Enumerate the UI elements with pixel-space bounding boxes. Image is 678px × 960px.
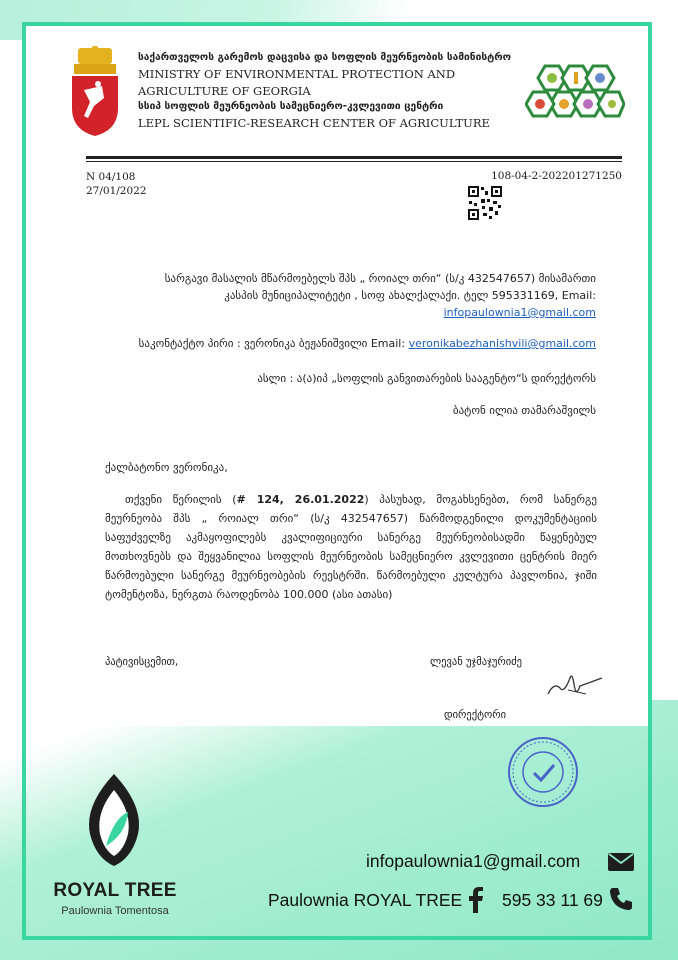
center-geo: სსიპ სოფლის მეურნეობის სამეცნიერო-კვლევითი ცენტრი <box>138 100 444 112</box>
body-start: თქვენი წერილის ( <box>125 493 237 506</box>
footer-email[interactable]: infopaulownia1@gmail.com <box>366 851 581 871</box>
signer-name: ლევან უჯმაჯურიძე <box>430 656 522 668</box>
document-number: N 04/108 <box>86 171 136 183</box>
official-stamp-icon <box>506 735 580 809</box>
regards: პატივისცემით, <box>105 656 179 668</box>
addressee-line-2: კასპის მუნიციპალიტეტი , სოფ ახალქალაქი. ტელ 595331169, Email: <box>224 289 596 302</box>
document-code: 108-04-2-202201271250 <box>491 170 622 182</box>
ministry-en-2: AGRICULTURE OF GEORGIA <box>138 83 311 98</box>
agriculture-hexagon-logo-icon <box>525 62 625 134</box>
georgia-coat-of-arms-icon <box>68 46 122 138</box>
footer-facebook-label[interactable]: Paulownia ROYAL TREE <box>268 890 463 910</box>
addressee-block <box>165 270 596 321</box>
mail-icon <box>608 853 634 871</box>
contact-person-label: საკონტაქტო პირი : ვერონიკა ბეჟანიშვილი Email: <box>138 337 406 350</box>
center-en: LEPL SCIENTIFIC-RESEARCH CENTER OF AGRICULTURE <box>138 116 490 131</box>
header-rule-thick <box>86 156 622 159</box>
document-number-block <box>86 170 147 198</box>
footer-facebook-row <box>268 890 462 911</box>
signer-role: დირექტორი <box>444 709 507 721</box>
brand-subtitle: Paulownia Tomentosa <box>61 905 169 917</box>
email-link-contact[interactable]: veronikabezhanishvili@gmail.com <box>408 337 596 350</box>
brand-name: ROYAL TREE <box>53 880 177 901</box>
email-link-company[interactable]: infopaulownia1@gmail.com <box>443 306 596 319</box>
body-reference: # 124, 26.01.2022 <box>236 493 365 506</box>
letter-body <box>105 490 597 604</box>
royal-tree-leaf-logo-icon <box>82 772 146 868</box>
handwritten-signature-icon <box>540 664 610 704</box>
ministry-geo: საქართველოს გარემოს დაცვისა და სოფლის მეურნეობის სამინისტრო <box>138 52 511 63</box>
document-date: 27/01/2022 <box>86 185 147 197</box>
ministry-header <box>138 50 511 131</box>
ministry-en-1: MINISTRY OF ENVIRONMENTAL PROTECTION AND <box>138 67 456 82</box>
copy-line: ასლი : ა(ა)იპ „სოფლის განვითარების სააგენტო“ს დირექტორს <box>257 372 596 385</box>
qr-code-icon <box>467 185 503 221</box>
footer-phone[interactable]: 595 33 11 69 <box>502 890 603 910</box>
contact-person-block <box>139 335 596 352</box>
addressee-line-1: სარგავი მასალის მწარმოებელს შპს „ როიალ თრი“ (ს/კ 432547657) მისამართი <box>164 272 596 285</box>
facebook-icon[interactable] <box>468 887 484 913</box>
mister-line: ბატონ ილია თამარაშვილს <box>452 404 596 417</box>
phone-icon <box>608 886 634 912</box>
header-rule-thin <box>86 161 622 162</box>
greeting: ქალბატონო ვერონიკა, <box>105 461 228 474</box>
body-rest: ) პასუხად, მოგახსენებთ, რომ სანერგე მეურნეობა შპს „ როიალ თრი“ (ს/კ 432547657) წარმოდგენილი დოკუმენტაციის საფუძველზე აკმაყოფილებს კვალიფიციური სანერგე მეურნეობისადმი წაყენებულ მოთხოვნებს და შეყვანილია სოფლის მეურნეობის სამეცნიერო კვლევითი ცენტრის მიერ წარმოებული სანერგე მეურნეობების რეესტრში. წარმოებული კულტურა პავლონია, ჯიში ტომენტოზა, ნერგთა რაოდენობა 100.000 (ასი ათასი) <box>105 493 597 601</box>
